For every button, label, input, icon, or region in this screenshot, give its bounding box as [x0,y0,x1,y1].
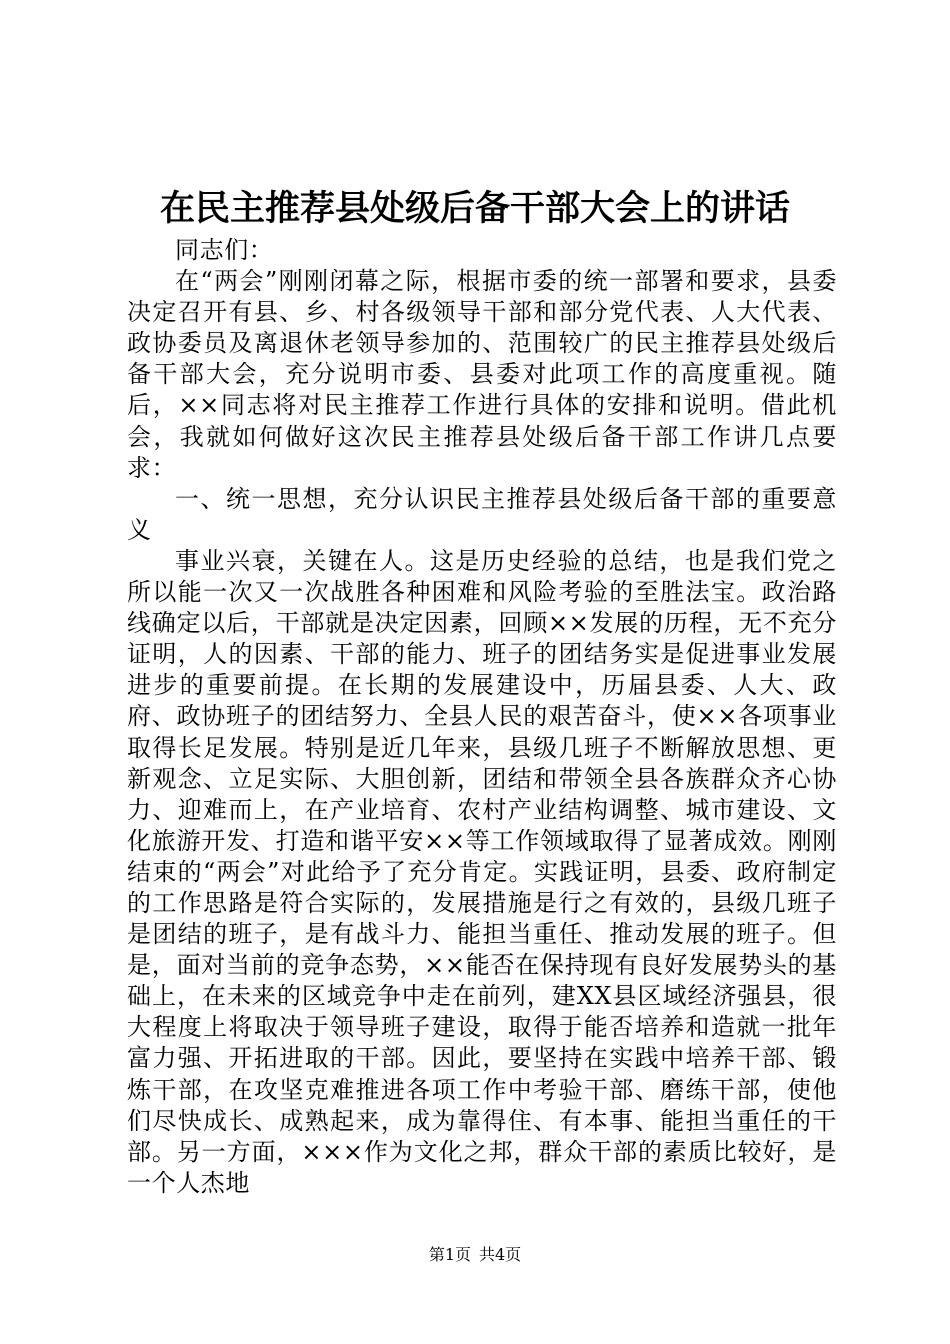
salutation: 同志们： [175,236,274,264]
section-heading: 一、统一思想，充分认识民主推荐县处级后备干部的重要意义 [127,484,837,544]
page-number: 第1页 [428,1245,471,1264]
intro-paragraph: 在“两会”刚刚闭幕之际，根据市委的统一部署和要求，县委决定召开有县、乡、村各级领导干部和部分党代表、人大代表、政协委员及离退休老领导参加的、范围较广的民主推荐县处级后备干部大会，充分说明市委、县委对此项工作的高度重视。随后，××同志将对民主推荐工作进行具体的安排和说明。借此机会，我就如何做好这次民主推荐县处级后备干部工作讲几点要求： [127,267,837,482]
page-footer [0,1243,950,1267]
document-body [127,235,837,1199]
document-title: 在民主推荐县处级后备干部大会上的讲话 [159,188,790,229]
body-paragraph: 事业兴衰，关键在人。这是历史经验的总结，也是我们党之所以能一次又一次战胜各种困难和风险考验的至胜法宝。政治路线确定以后，干部就是决定因素，回顾××发展的历程，无不充分证明，人的因素、干部的能力、班子的团结务实是促进事业发展进步的重要前提。在长期的发展建设中，历届县委、人大、政府、政协班子的团结努力、全县人民的艰苦奋斗，使××各项事业取得长足发展。特别是近几年来，县级几班子不断解放思想、更新观念、立足实际、大胆创新，团结和带领全县各族群众齐心协力、迎难而上，在产业培育、农村产业结构调整、城市建设、文化旅游开发、打造和谐平安××等工作领域取得了显著成效。刚刚结束的“两会”对此给予了充分肯定。实践证明，县委、政府制定的工作思路是符合实际的，发展措施是行之有效的，县级几班子是团结的班子，是有战斗力、能担当重任、推动发展的班子。但是，面对当前的竞争态势，××能否在保持现有良好发展势头的基础上，在未来的区域竞争中走在前列，建XX县区域经济强县，很大程度上将取决于领导班子建设，取得于能否培养和造就一批年富力强、开拓进取的干部。因此，要坚持在实践中培养干部、锻炼干部，在攻坚克难推进各项工作中考验干部、磨练干部，使他们尽快成长、成熟起来，成为靠得住、有本事、能担当重任的干部。另一方面，×××作为文化之邦，群众干部的素质比较好，是一个人杰地 [127,546,837,1197]
page-total: 共4页 [479,1245,522,1264]
